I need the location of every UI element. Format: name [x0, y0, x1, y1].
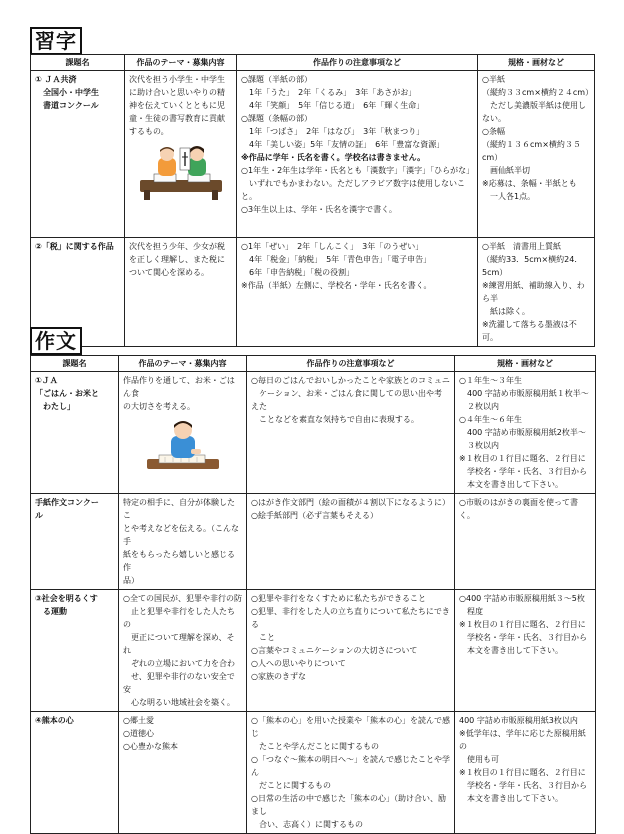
- text-line: ※練習用紙、補助線入り、わら半: [482, 281, 585, 303]
- text-line: ○3年生以上は、学年・氏名を漢字で書く。: [241, 205, 397, 214]
- text-line: 手紙作文コンクー: [35, 498, 99, 507]
- text-line: ○市販のはがきの裏面を使って書く。: [459, 498, 578, 520]
- text-line: ○心豊かな熊本: [123, 742, 178, 751]
- text-line: 本文を書き出して下さい。: [459, 646, 563, 655]
- text-line: ○条幅: [482, 127, 505, 136]
- text-line: ○課題（半紙の部）: [241, 75, 312, 84]
- text-line: ○４年生～６年生: [459, 415, 522, 424]
- theme-cell: [119, 590, 247, 712]
- text-line: ２枚以内: [459, 402, 499, 411]
- text-line: る運動: [43, 607, 67, 616]
- notes-cell: [237, 71, 478, 238]
- text-line: 「ごはん・お米と: [35, 389, 99, 398]
- text-line: 全国小・中学生: [43, 88, 99, 97]
- text-line: 次代を担う少年、少女が税: [129, 242, 225, 251]
- header-cell: 規格・画材など: [478, 55, 595, 71]
- text-line: ただし美濃版半紙は使用しない。: [482, 101, 586, 123]
- sakubun-table: [30, 355, 596, 834]
- text-line: ※１枚目の１行目に題名、２行目に: [459, 620, 586, 629]
- shuji-header-row: [31, 55, 595, 71]
- text-line: ※１枚目の１行目に題名、２行目に: [459, 454, 586, 463]
- text-line: ※低学年は、学年に応じた原稿用紙の: [459, 729, 586, 751]
- text-line: ○郷土愛: [123, 716, 154, 725]
- text-line: ○課題（条幅の部）: [241, 114, 312, 123]
- text-line: 学校名・学年・氏名、３行目から: [459, 781, 587, 790]
- table-row: [31, 71, 595, 238]
- spec-cell: [478, 238, 595, 347]
- table-row: [31, 590, 596, 712]
- table-row: [31, 712, 596, 834]
- text-line: ○はがき作文部門（絵の面積が４割以下になるように）: [251, 498, 450, 507]
- text-line: 次代を担う小学生・中学生: [129, 75, 225, 84]
- text-line: （縦約33．5cm×横約24．5cm）: [482, 255, 583, 277]
- text-line: ③社会を明るくす: [35, 594, 98, 603]
- text-line: ついて関心を深める。: [129, 268, 209, 277]
- sakubun-header-row: [31, 356, 596, 372]
- text-line: 使用も可: [459, 755, 499, 764]
- text-line: 書道コンクール: [43, 101, 99, 110]
- shuji-table: [30, 54, 595, 347]
- text-line: 画仙紙半切: [482, 166, 530, 175]
- header-cell: 課題名: [31, 356, 119, 372]
- text-line: ○半紙: [482, 75, 505, 84]
- notes-cell: [247, 494, 455, 590]
- text-line: 4年「税金」「納税」 5年「青色申告」「電子申告」: [241, 255, 432, 264]
- notes-cell: [237, 238, 478, 347]
- writing-child-illustration: [145, 419, 221, 475]
- text-line: ○1年「ぜい」 2年「しんこく」 3年「のうぜい」: [241, 242, 424, 251]
- text-line: ○毎日のごはんでおいしかったことや家族とのコミュニ: [251, 376, 450, 385]
- table-row: [31, 238, 595, 347]
- text-line: 学校名・学年・氏名、３行目から: [459, 467, 587, 476]
- text-line: ○400 字詰め市販原稿用紙３～5枚: [459, 594, 585, 603]
- text-line: ぞれの立場において力を合わ: [123, 659, 235, 668]
- header-cell: 作品作りの注意事項など: [237, 55, 478, 71]
- text-line: とや考えなどを伝える。（こんな手: [123, 524, 239, 546]
- text-line: 童・生徒の書写教育に貢献: [129, 114, 225, 123]
- table-row: [31, 372, 596, 494]
- text-line: に助け合いと思いやりの精: [129, 88, 225, 97]
- text-line: 400 字詰め市販原稿用紙2枚半～: [459, 428, 586, 437]
- text-line: ３枚以内: [459, 441, 499, 450]
- header-cell: 規格・画材など: [455, 356, 596, 372]
- name-cell: [31, 590, 119, 712]
- text-line: 1年「うた」 2年「くるみ」 3年「あさがお」: [241, 88, 417, 97]
- text-line: を正しく理解し、また税に: [129, 255, 225, 264]
- header-cell: 課題名: [31, 55, 125, 71]
- text-line: ○「つなぐ～熊本の明日へ～」を読んで感じたことや学ん: [251, 755, 450, 777]
- name-cell: [31, 372, 119, 494]
- text-line: ○半紙 清書用上質紙: [482, 242, 561, 251]
- text-line: 程度: [459, 607, 483, 616]
- text-line: 400 字詰め市販原稿用紙１枚半～: [459, 389, 589, 398]
- text-line: 紙は除く。: [482, 307, 530, 316]
- spec-cell: [478, 71, 595, 238]
- text-line: 特定の相手に、自分が体験したこ: [123, 498, 235, 520]
- spec-cell: [455, 590, 596, 712]
- text-line: ②「税」に関する作品: [35, 242, 114, 251]
- text-line: 合い、志高く）に関するもの: [251, 820, 363, 829]
- text-line: ○１年生～３年生: [459, 376, 522, 385]
- text-line: ※作品（半紙）左側に、学校名・学年・氏名を書く。: [241, 281, 432, 290]
- text-line: ① ＪＡ共済: [35, 75, 77, 84]
- theme-cell: [119, 712, 247, 834]
- text-line: 4年「美しい姿」5年「友情の証」 6年「豊富な資源」: [241, 140, 445, 149]
- name-cell: [31, 712, 119, 834]
- text-line: 神を伝えていくとともに児: [129, 101, 225, 110]
- notes-cell: [247, 712, 455, 834]
- text-line: 学校名・学年・氏名、３行目から: [459, 633, 587, 642]
- text-line: いずれでもかまわない。ただしアラビア数字は使用しないこと。: [241, 179, 465, 201]
- text-line: ○家族のきずな: [251, 672, 306, 681]
- text-line: の大切さを考える。: [123, 402, 195, 411]
- text-line: 400 字詰め市販原稿用紙3枚以内: [459, 716, 578, 725]
- text-line: 更正について理解を深め、それ: [123, 633, 235, 655]
- text-line: ○犯罪や非行をなくすために私たちができること: [251, 594, 426, 603]
- name-cell: [31, 71, 125, 238]
- text-line: 止と犯罪や非行をした人たちの: [123, 607, 235, 629]
- text-line: （縦約１３６cm×横約３５cm）: [482, 140, 581, 162]
- spec-cell: [455, 372, 596, 494]
- header-cell: 作品作りの注意事項など: [247, 356, 455, 372]
- text-line: ①ＪＡ: [35, 376, 58, 385]
- sakubun-title: 作文: [30, 327, 82, 355]
- text-line: （縦約３３cm×横約２４cm）: [482, 88, 594, 97]
- spec-cell: [455, 494, 596, 590]
- text-line: だことに関するもの: [251, 781, 331, 790]
- text-line: 4年「笑顔」 5年「信じる道」 6年「輝く生命」: [241, 101, 425, 110]
- text-line: 本文を書き出して下さい。: [459, 480, 563, 489]
- text-line: たことや学んだことに関するもの: [251, 742, 379, 751]
- notes-cell: [247, 372, 455, 494]
- theme-cell: [119, 372, 247, 494]
- text-line: こと: [251, 633, 275, 642]
- text-line: ル: [35, 511, 43, 520]
- header-cell: 作品のテーマ・募集内容: [125, 55, 237, 71]
- text-line: わたし」: [43, 402, 75, 411]
- text-line: 紙をもらったら嬉しいと感じる作: [123, 550, 235, 572]
- text-line: 心な明るい地域社会を築く。: [123, 698, 235, 707]
- text-line: ※１枚目の１行目に題名、２行目に: [459, 768, 586, 777]
- text-line: ※作品に学年・氏名を書く。学校名は書きません。: [241, 153, 426, 162]
- spec-cell: [455, 712, 596, 834]
- notes-cell: [247, 590, 455, 712]
- text-line: ④熊本の心: [35, 716, 74, 725]
- name-cell: [31, 494, 119, 590]
- text-line: ケーション、お米・ごはん食に関しての思い出や考えた: [251, 389, 443, 411]
- table-row: [31, 494, 596, 590]
- text-line: ○1年生・2年生は学年・氏名とも「漢数字」「漢字」「ひらがな」: [241, 166, 475, 175]
- text-line: ○道徳心: [123, 729, 154, 738]
- theme-cell: [125, 71, 237, 238]
- theme-cell: [125, 238, 237, 347]
- calligraphy-children-illustration: [136, 144, 226, 202]
- text-line: ○日常の生活の中で感じた「熊本の心」（助け合い、励まし: [251, 794, 446, 816]
- header-cell: 作品のテーマ・募集内容: [119, 356, 247, 372]
- text-line: ○言葉やコミュニケーションの大切さについて: [251, 646, 418, 655]
- theme-cell: [119, 494, 247, 590]
- text-line: ことなどを素直な気持ちで自由に表現する。: [251, 415, 419, 424]
- text-line: 6年「申告納税」「税の役割」: [241, 268, 355, 277]
- shuji-section-title: [30, 27, 82, 55]
- text-line: ※洗濯して落ちる墨液は不可。: [482, 320, 577, 342]
- text-line: ○人への思いやりについて: [251, 659, 346, 668]
- text-line: 1年「つばさ」 2年「はなび」 3年「秋まつり」: [241, 127, 425, 136]
- text-line: ○絵手紙部門（必ず言葉もそえる）: [251, 511, 378, 520]
- text-line: ○「熊本の心」を用いた授業や「熊本の心」を読んで感じ: [251, 716, 450, 738]
- text-line: せ、犯罪や非行のない安全で安: [123, 672, 235, 694]
- text-line: ※応募は、条幅・半紙とも: [482, 179, 577, 188]
- shuji-title: 習字: [30, 27, 82, 55]
- text-line: ○全ての国民が、犯罪や非行の防: [123, 594, 242, 603]
- text-line: 本文を書き出して下さい。: [459, 794, 563, 803]
- text-line: 作品作りを通して、お米・ごはん食: [123, 376, 235, 398]
- text-line: 一人各1点。: [482, 192, 536, 201]
- text-line: するもの。: [129, 127, 169, 136]
- text-line: ○犯罪、非行をした人の立ち直りについて私たちにできる: [251, 607, 450, 629]
- sakubun-section-title: [30, 327, 82, 355]
- text-line: 品）: [123, 576, 139, 585]
